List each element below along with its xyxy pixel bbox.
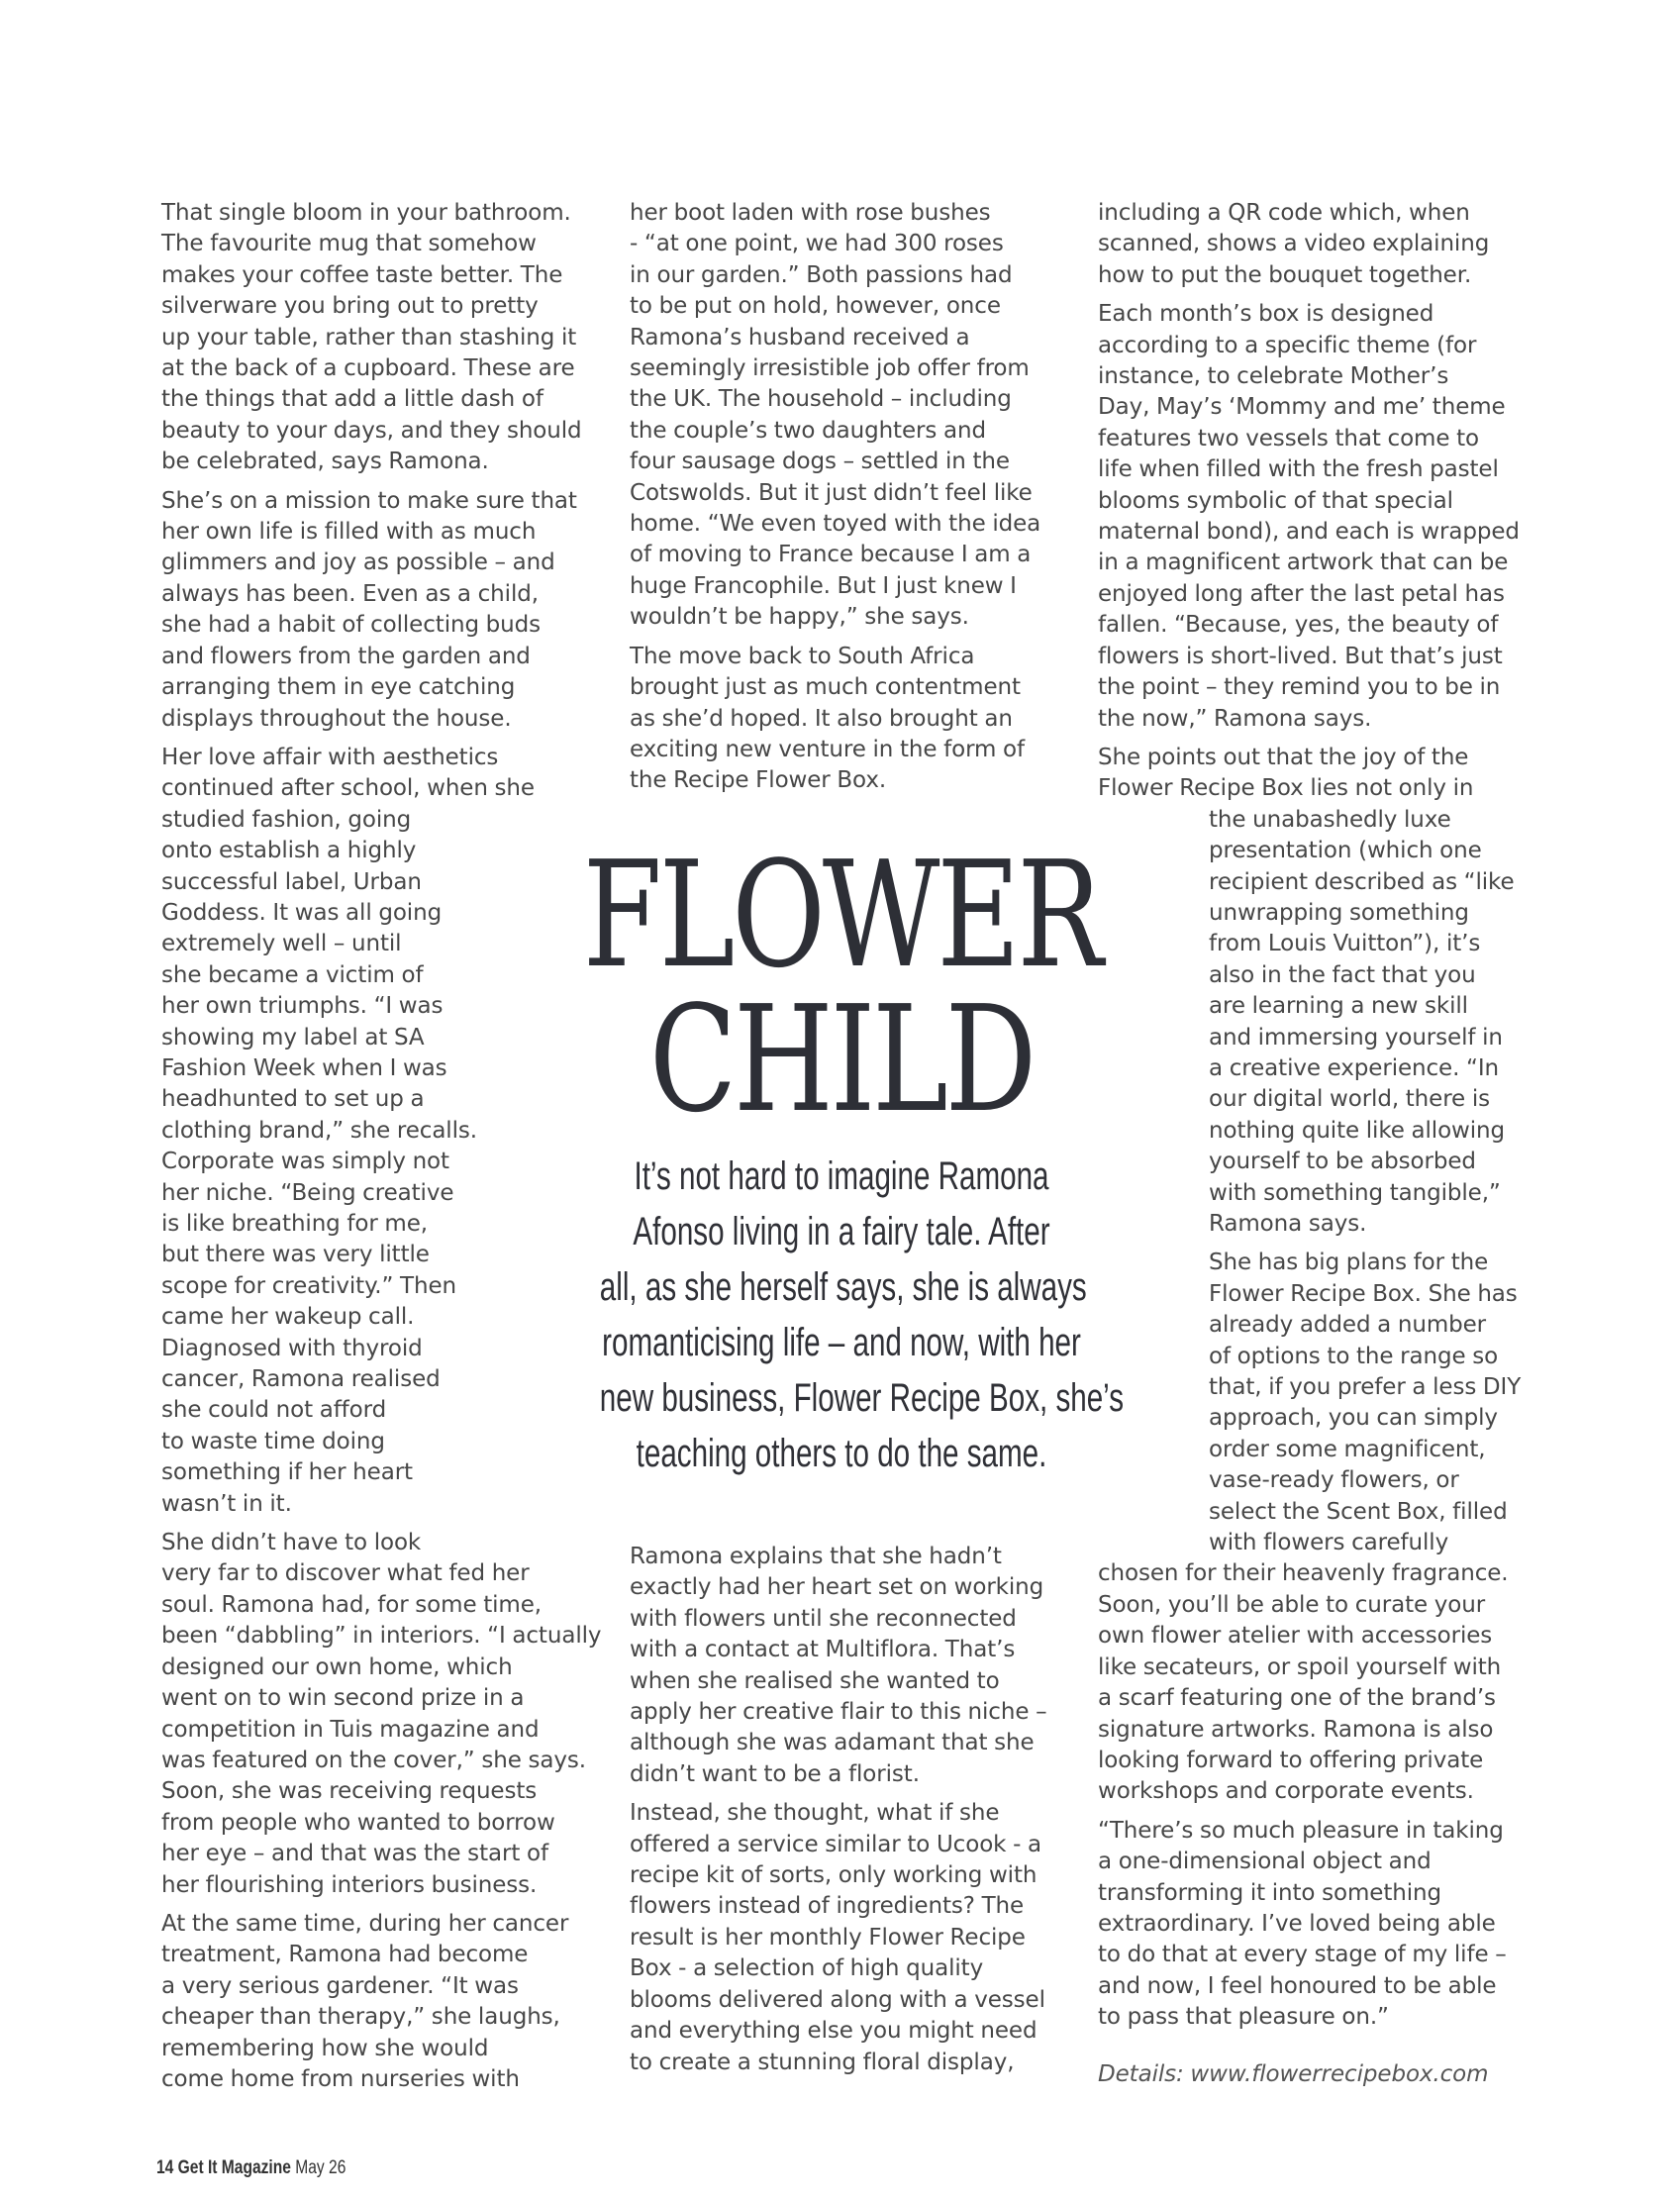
column-2-bottom [630, 1542, 1047, 2086]
text-line: she could not afford [161, 1397, 387, 1424]
text-line: competition in Tuis magazine and [161, 1716, 540, 1743]
text-line: Goddess. It was all going [161, 899, 443, 926]
text-line: to do that at every stage of my life – [1098, 1942, 1507, 1968]
text-line: a very serious gardener. “It was [161, 1972, 519, 1999]
text-line: arranging them in eye catching [161, 674, 516, 701]
text-line: Flower Recipe Box lies not only in [1098, 775, 1474, 802]
text-line: recipe kit of sorts, only working with [630, 1862, 1038, 1889]
text-line: been “dabbling” in interiors. “I actually [161, 1623, 602, 1650]
text-line: very far to discover what fed her [161, 1560, 530, 1587]
text-line: something if her heart [161, 1459, 413, 1486]
text-line: was featured on the cover,” she says. [161, 1747, 586, 1773]
text-line: with flowers until she reconnected [630, 1605, 1017, 1632]
text-line: wouldn’t be happy,” she says. [630, 604, 969, 631]
paragraph [630, 642, 1040, 797]
text-line: the UK. The household – including [630, 386, 1012, 413]
text-line: from people who wanted to borrow [161, 1809, 555, 1836]
text-line: Soon, you’ll be able to curate your [1098, 1591, 1486, 1618]
text-line: That single bloom in your bathroom. [161, 200, 571, 226]
text-line: Instead, she thought, what if she [630, 1800, 1000, 1827]
text-line: chosen for their heavenly fragrance. [1098, 1560, 1509, 1587]
text-line: Soon, she was receiving requests [161, 1778, 538, 1805]
text-line: order some magnificent, [1209, 1436, 1486, 1462]
text-line: when she realised she wanted to [630, 1667, 1000, 1694]
text-line: headhunted to set up a [161, 1086, 425, 1113]
text-line: extraordinary. I’ve loved being able [1098, 1910, 1496, 1937]
text-line: and everything else you might need [630, 2018, 1038, 2045]
text-line: come home from nurseries with [161, 2065, 520, 2092]
page-footer [156, 2157, 346, 2179]
paragraph [161, 198, 601, 478]
column-1 [161, 198, 601, 2103]
indented-line-group [1098, 1248, 1521, 1558]
text-line: to pass that pleasure on.” [1098, 2004, 1389, 2031]
text-line: instance, to celebrate Mother’s [1098, 363, 1449, 390]
text-line: also in the fact that you [1209, 961, 1476, 988]
text-line: including a QR code which, when [1098, 200, 1470, 226]
text-line: successful label, Urban [161, 868, 422, 895]
text-line: Afonso living in a fairy tale. After [633, 1210, 1050, 1253]
text-line: flowers instead of ingredients? The [630, 1893, 1025, 1920]
text-line: from Louis Vuitton”), it’s [1209, 931, 1481, 957]
column-2-top [630, 198, 1040, 805]
magazine-name: Get It Magazine [177, 2157, 291, 2178]
text-line: and immersing yourself in [1209, 1024, 1503, 1051]
text-line: of options to the range so [1209, 1343, 1499, 1369]
text-line: she had a habit of collecting buds [161, 612, 542, 639]
text-line: exciting new venture in the form of [630, 736, 1026, 762]
text-line: Fashion Week when I was [161, 1054, 447, 1081]
text-line: Flower Recipe Box. She has [1209, 1280, 1518, 1307]
paragraph [161, 743, 601, 1520]
text-line: treatment, Ramona had become [161, 1942, 529, 1968]
text-line: flowers is short-lived. But that’s just [1098, 643, 1503, 669]
standfirst [599, 1149, 1125, 1481]
text-line: showing my label at SA [161, 1024, 425, 1051]
text-line: result is her monthly Flower Recipe [630, 1924, 1026, 1951]
text-line: transforming it into something [1098, 1879, 1441, 1906]
page-number: 14 [156, 2157, 174, 2178]
text-line: life when filled with the fresh pastel [1098, 456, 1499, 483]
text-line: It’s not hard to imagine Ramona [634, 1154, 1049, 1198]
text-line: Box - a selection of high quality [630, 1955, 984, 1982]
text-line: the unabashedly luxe [1209, 806, 1451, 833]
text-line: yourself to be absorbed [1209, 1149, 1476, 1175]
text-line: scope for creativity.” Then [161, 1272, 456, 1299]
text-line: our digital world, there is [1209, 1086, 1490, 1113]
text-line: the point – they remind you to be in [1098, 674, 1501, 701]
text-line: didn’t want to be a florist. [630, 1760, 920, 1787]
text-line: new business, Flower Recipe Box, she’s [599, 1376, 1125, 1420]
text-line: Each month’s box is designed [1098, 301, 1434, 328]
text-line: She didn’t have to look [161, 1530, 422, 1556]
text-line: displays throughout the house. [161, 705, 512, 732]
text-line: soul. Ramona had, for some time, [161, 1591, 542, 1618]
text-line: glimmers and joy as possible – and [161, 550, 555, 576]
paragraph [161, 486, 601, 735]
paragraph [630, 198, 1040, 634]
line-group [1098, 743, 1521, 805]
text-line: like secateurs, or spoil yourself with [1098, 1653, 1502, 1680]
text-line: signature artworks. Ramona is also [1098, 1716, 1494, 1743]
text-line: at the back of a cupboard. These are [161, 355, 575, 382]
text-line: Day, May’s ‘Mommy and me’ theme [1098, 394, 1506, 421]
text-line: the Recipe Flower Box. [630, 767, 887, 794]
text-line: huge Francophile. But I just knew I [630, 572, 1017, 599]
text-line: Diagnosed with thyroid [161, 1335, 423, 1361]
text-line: with a contact at Multiflora. That’s [630, 1637, 1016, 1663]
paragraph [1098, 743, 1521, 1241]
text-line: to be put on hold, however, once [630, 293, 1001, 320]
details-link[interactable]: Details: www.flowerrecipebox.com [1098, 2060, 1489, 2087]
text-line: maternal bond), and each is wrapped [1098, 519, 1520, 546]
text-line: The favourite mug that somehow [161, 231, 537, 257]
issue-date: May 26 [295, 2157, 346, 2178]
text-line: be celebrated, says Ramona. [161, 449, 489, 475]
text-line: already added a number [1209, 1312, 1487, 1339]
text-line: teaching others to do the same. [636, 1432, 1047, 1475]
text-line: four sausage dogs – settled in the [630, 449, 1010, 475]
text-line: Corporate was simply not [161, 1149, 449, 1175]
text-line: she became a victim of [161, 961, 424, 988]
paragraph [1098, 198, 1521, 291]
text-line: workshops and corporate events. [1098, 1778, 1474, 1805]
text-line: Her love affair with aesthetics [161, 744, 499, 770]
text-line: to create a stunning floral display, [630, 2049, 1015, 2075]
text-line: her flourishing interiors business. [161, 1871, 538, 1898]
text-line: seemingly irresistible job offer from [630, 355, 1030, 382]
text-line: Ramona explains that she hadn’t [630, 1544, 1002, 1569]
text-line: with something tangible,” [1209, 1179, 1501, 1206]
text-line: makes your coffee taste better. The [161, 261, 563, 288]
paragraph [1098, 1816, 1521, 2034]
text-line: At the same time, during her cancer [161, 1910, 569, 1937]
text-line: that, if you prefer a less DIY [1209, 1374, 1522, 1401]
text-line: nothing quite like allowing [1209, 1117, 1506, 1144]
text-line: are learning a new skill [1209, 993, 1468, 1020]
paragraph [1098, 299, 1521, 735]
text-line: “There’s so much pleasure in taking [1098, 1817, 1504, 1844]
text-line: but there was very little [161, 1242, 430, 1268]
text-line: as she’d hoped. It also brought an [630, 705, 1013, 732]
text-line: Cotswolds. But it just didn’t feel like [630, 479, 1033, 506]
text-line: She’s on a mission to make sure that [161, 487, 577, 514]
text-line: a creative experience. “In [1209, 1054, 1500, 1081]
headline-line-2: CHILD [648, 974, 1035, 1145]
text-line: offered a service similar to Ucook - a [630, 1831, 1042, 1857]
text-line: fallen. “Because, yes, the beauty of [1098, 612, 1499, 639]
paragraph [1098, 1248, 1521, 1807]
text-line: to waste time doing [161, 1428, 385, 1454]
text-line: The move back to South Africa [630, 643, 975, 669]
indented-line-group [1098, 805, 1521, 1241]
text-line: in our garden.” Both passions had [630, 261, 1013, 288]
text-line: the things that add a little dash of [161, 386, 544, 413]
paragraph [161, 1909, 601, 2095]
text-line: studied fashion, going [161, 806, 412, 833]
text-line: blooms symbolic of that special [1098, 487, 1453, 514]
column-3 [1098, 198, 1521, 2098]
text-line: designed our own home, which [161, 1653, 513, 1680]
text-line: select the Scent Box, filled [1209, 1498, 1508, 1525]
text-line: recipient described as “like [1209, 868, 1515, 895]
text-line: clothing brand,” she recalls. [161, 1117, 477, 1144]
text-line: cancer, Ramona realised [161, 1366, 441, 1393]
line-group [1098, 1558, 1521, 1807]
text-line: She points out that the joy of the [1098, 744, 1469, 770]
text-line: looking forward to offering private [1098, 1747, 1484, 1773]
text-line: her boot laden with rose bushes [630, 200, 991, 226]
paragraph [630, 1798, 1047, 2078]
paragraph [161, 1528, 601, 1901]
text-line: enjoyed long after the last petal has [1098, 580, 1505, 607]
text-line: romanticising life – and now, with her [602, 1321, 1081, 1364]
text-line: continued after school, when she [161, 775, 535, 802]
text-line: extremely well – until [161, 931, 402, 957]
text-line: came her wakeup call. [161, 1304, 415, 1331]
text-line: her eye – and that was the start of [161, 1841, 548, 1867]
text-line: scanned, shows a video explaining [1098, 231, 1490, 257]
text-line: blooms delivered along with a vessel [630, 1986, 1045, 2013]
text-line: how to put the bouquet together. [1098, 261, 1472, 288]
text-line: a scarf featuring one of the brand’s [1098, 1685, 1496, 1712]
text-line: unwrapping something [1209, 899, 1469, 926]
text-line: a one-dimensional object and [1098, 1849, 1432, 1875]
text-line: her own triumphs. “I was [161, 993, 444, 1020]
text-line: vase-ready flowers, or [1209, 1467, 1459, 1494]
text-line: the now,” Ramona says. [1098, 705, 1372, 732]
text-line: cheaper than therapy,” she laughs, [161, 2004, 560, 2031]
text-line: beauty to your days, and they should [161, 417, 582, 444]
text-line: of moving to France because I am a [630, 542, 1032, 568]
text-line: She has big plans for the [1209, 1250, 1489, 1276]
text-line: - “at one point, we had 300 roses [630, 231, 1004, 257]
paragraph [630, 1542, 1047, 1790]
text-line: own flower atelier with accessories [1098, 1623, 1493, 1650]
text-line: apply her creative flair to this niche – [630, 1699, 1047, 1726]
text-line: according to a specific theme (for [1098, 332, 1477, 358]
text-line: and flowers from the garden and [161, 643, 531, 669]
text-line: features two vessels that come to [1098, 425, 1479, 451]
text-line: her niche. “Being creative [161, 1179, 454, 1206]
text-line: brought just as much contentment [630, 674, 1021, 701]
headline-line-1: FLOWER [582, 830, 1101, 1000]
text-line: and now, I feel honoured to be able [1098, 1972, 1497, 1999]
text-line: went on to win second prize in a [161, 1685, 525, 1712]
text-line: Ramona’s husband received a [630, 324, 970, 350]
text-line: all, as she herself says, she is always [599, 1265, 1087, 1309]
text-line: silverware you bring out to pretty [161, 293, 539, 320]
text-line: onto establish a highly [161, 838, 417, 864]
text-line: remembering how she would [161, 2035, 489, 2061]
text-line: the couple’s two daughters and [630, 417, 986, 444]
text-line: approach, you can simply [1209, 1405, 1498, 1432]
text-line: although she was adamant that she [630, 1730, 1035, 1756]
text-line: Ramona says. [1209, 1211, 1367, 1237]
text-line: with flowers carefully [1209, 1530, 1449, 1556]
text-line: home. “We even toyed with the idea [630, 511, 1041, 538]
text-line: is like breathing for me, [161, 1211, 428, 1237]
text-line: her own life is filled with as much [161, 519, 537, 546]
text-line: wasn’t in it. [161, 1490, 292, 1517]
text-line: presentation (which one [1209, 838, 1482, 864]
text-line: always has been. Even as a child, [161, 580, 539, 607]
text-line: exactly had her heart set on working [630, 1574, 1044, 1601]
text-line: up your table, rather than stashing it [161, 324, 577, 350]
text-line: in a magnificent artwork that can be [1098, 550, 1509, 576]
